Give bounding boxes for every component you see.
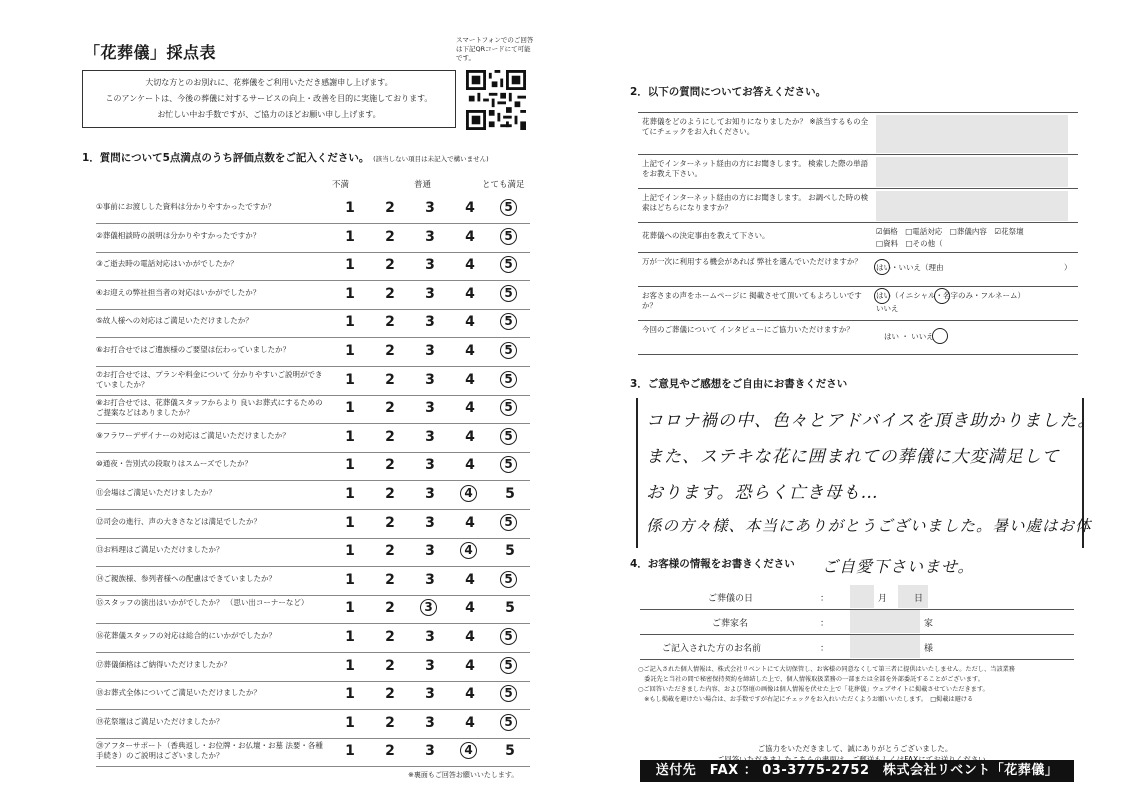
selected-score-option[interactable]: 5 <box>500 657 517 674</box>
scale-label-high: とても満足 <box>482 180 525 190</box>
score-option[interactable]: 3 <box>425 257 435 274</box>
question-row <box>96 251 530 281</box>
privacy-line: ○ご記入された個人情報は、株式会社リベントにて大切保管し、お客様の同意なくして第三者に提供はいたしません。ただし、当該業務 <box>638 666 1015 673</box>
redacted-value <box>850 585 874 608</box>
score-option[interactable]: 4 <box>465 571 475 588</box>
q2-text: 花葬儀をどのようにしてお知りになりましたか？ ※該当するもの全てにチェックをお入れください。 <box>642 117 869 136</box>
q2-text: 上記でインターネット経由の方にお聞きします。 お調べした時の検索はどちらになりますか？ <box>642 193 869 212</box>
info-colon: ： <box>820 619 830 629</box>
score-option[interactable]: 1 <box>345 257 355 274</box>
reuse-close: ） <box>1064 263 1072 272</box>
selected-score-option[interactable]: 5 <box>500 285 517 302</box>
question-row <box>96 509 530 539</box>
section1-title-text: 1．質問について5点満点のうち評価点数をご記入ください。 <box>82 152 370 164</box>
q2-row-source <box>638 113 1078 155</box>
privacy-line: 委託先と当社の間で秘密保持契約を締結した上で、個人情報取扱業務の一部または全部を外部委託することがございます。 <box>638 676 984 683</box>
question-text: ⑪会場はご満足いただけましたか？ <box>96 488 216 497</box>
score-option[interactable]: 3 <box>425 514 435 531</box>
score-option[interactable]: 2 <box>385 657 395 674</box>
selected-score-option[interactable]: 5 <box>500 628 517 645</box>
section2-title: 2．以下の質問についてお答えください。 <box>630 86 827 98</box>
info-tail: 様 <box>924 644 934 654</box>
question-text: ①事前にお渡しした資料は分かりやすかったですか？ <box>96 202 276 211</box>
score-option[interactable]: 2 <box>385 686 395 703</box>
score-option[interactable]: 2 <box>385 629 395 645</box>
selected-score-option[interactable]: 5 <box>500 714 517 731</box>
question-text: ⑬お料理はご満足いただけましたか？ <box>96 545 224 555</box>
q2-text: 今回のご葬儀について インタビューにご協力いただけますか？ <box>642 325 854 334</box>
score-option[interactable]: 4 <box>465 457 475 474</box>
question-row <box>96 680 530 710</box>
question-text: ⑯花葬儀スタッフの対応は総合的にいかがでしたか？ <box>96 631 276 640</box>
score-option[interactable]: 3 <box>425 543 435 560</box>
publish-no[interactable]: いいえ <box>876 304 899 313</box>
score-option[interactable]: 4 <box>465 228 475 245</box>
score-option[interactable]: 3 <box>425 343 435 359</box>
score-option[interactable]: 4 <box>465 629 475 645</box>
score-option[interactable]: 1 <box>345 714 355 731</box>
question-text: ⑮スタッフの演出はいかがでしたか？ （思い出コーナーなど） <box>96 598 309 608</box>
q2-row-reuse <box>638 253 1078 287</box>
score-option[interactable]: 3 <box>425 314 435 331</box>
question-text: ⑧お打合せでは、花葬儀スタッフからより 良いお葬式にするためのご提案などはありましたか？ <box>96 398 323 418</box>
question-text: ⑩通夜・告別式の段取りはスムーズでしたか？ <box>96 459 252 469</box>
score-option[interactable]: 2 <box>385 457 395 474</box>
score-option[interactable]: 1 <box>345 571 355 588</box>
score-option[interactable]: 1 <box>345 343 355 359</box>
info-tail: 家 <box>924 619 934 629</box>
handwriting-line: ご自愛下さいませ。 <box>822 557 975 576</box>
score-option[interactable]: 4 <box>465 371 475 388</box>
score-option[interactable]: 4 <box>465 200 475 216</box>
score-option[interactable]: 1 <box>345 743 355 760</box>
score-option[interactable]: 3 <box>425 285 435 302</box>
redacted-value <box>850 610 920 633</box>
score-option[interactable]: 1 <box>345 686 355 703</box>
smartphone-note: スマートフォンでのご回答は下記QRコードにて可能です。 <box>456 36 534 62</box>
score-option[interactable]: 3 <box>425 371 435 388</box>
score-option[interactable]: 2 <box>385 514 395 531</box>
score-option[interactable]: 4 <box>465 314 475 331</box>
score-option[interactable]: 1 <box>345 314 355 331</box>
redacted-value <box>850 635 920 658</box>
selected-score-option[interactable]: 5 <box>500 685 517 702</box>
score-option[interactable]: 3 <box>425 200 435 216</box>
score-option[interactable]: 1 <box>345 428 355 445</box>
selected-score-option[interactable]: 5 <box>500 199 517 216</box>
score-option[interactable]: 2 <box>385 543 395 560</box>
question-text: ⑰葬儀価格はご納得いただけましたか？ <box>96 659 231 669</box>
score-option[interactable]: 2 <box>385 400 395 417</box>
section1-title <box>82 150 489 165</box>
handwriting-line: また、ステキな花に囲まれての葬儀に大変満足して <box>646 447 1060 467</box>
question-row <box>96 366 530 396</box>
question-text: ⑦お打合せでは、プランや料金について 分かりやすいご説明ができていましたか？ <box>96 369 323 389</box>
qr-code-icon[interactable] <box>466 70 526 130</box>
publish-answer[interactable]: はい（イニシャル・名字のみ・フルネーム） <box>876 291 1026 300</box>
score-option[interactable]: 1 <box>345 285 355 302</box>
selected-score-option[interactable]: 5 <box>500 399 517 416</box>
score-option[interactable]: 3 <box>425 629 435 645</box>
score-option[interactable]: 2 <box>385 714 395 731</box>
question-row <box>96 394 530 424</box>
score-option[interactable]: 3 <box>425 228 435 245</box>
score-option[interactable]: 2 <box>385 228 395 245</box>
score-option[interactable]: 4 <box>465 343 475 359</box>
selected-score-option[interactable]: 5 <box>500 371 517 388</box>
q2-row-reason <box>638 223 1078 253</box>
question-row <box>96 594 530 624</box>
circle-mark-icon <box>932 328 948 344</box>
section2-table <box>638 112 1078 355</box>
score-option[interactable]: 3 <box>425 486 435 502</box>
intro-line: 大切な方とのお別れに、花葬儀をご利用いただき感謝申し上げます。 <box>145 78 393 87</box>
score-option[interactable]: 3 <box>425 400 435 417</box>
score-option[interactable]: 3 <box>425 571 435 588</box>
question-row <box>96 737 530 767</box>
question-row <box>96 537 530 567</box>
info-label: ご記入された方のお名前 <box>662 644 762 654</box>
info-row-date <box>640 585 1074 610</box>
score-option[interactable]: 5 <box>505 486 515 502</box>
handwriting-line: コロナ禍の中、色々とアドバイスを頂き助かりました。 <box>646 411 1096 431</box>
question-text: ④お迎えの弊社担当者の対応はいかがでしたか？ <box>96 287 261 297</box>
question-text: ⑥お打合せではご遺族様のご要望は伝わっていましたか？ <box>96 345 291 354</box>
selected-score-option[interactable]: 5 <box>500 313 517 330</box>
handwriting-line: 係の方々様、本当にありがとうございました。暑い處はお体 <box>646 517 1092 535</box>
info-colon: ： <box>820 644 830 654</box>
score-option[interactable]: 3 <box>425 686 435 703</box>
question-text: ⑳アフターサポート（香典返し・お位牌・お仏壇・お墓 法要・各種手続き）のご説明はございましたか？ <box>96 741 323 761</box>
score-option[interactable]: 1 <box>345 514 355 531</box>
circle-mark-icon <box>934 288 950 304</box>
selected-score-option[interactable]: 5 <box>500 228 517 245</box>
score-option[interactable]: 2 <box>385 743 395 760</box>
question-text: ⑱お葬式全体についてご満足いただけましたか？ <box>96 688 261 698</box>
question-row <box>96 194 530 224</box>
q2-row-search-engine <box>638 189 1078 223</box>
q2-text: 上記でインターネット経由の方にお聞きします。 検索した際の単語をお教え下さい。 <box>642 159 869 178</box>
fax-bar: 送付先 FAX ： 03-3775-2752 株式会社リベント「花葬儀」 <box>640 760 1074 782</box>
score-option[interactable]: 4 <box>465 428 475 445</box>
score-option[interactable]: 1 <box>345 228 355 245</box>
circle-mark-icon <box>874 288 890 304</box>
privacy-notice <box>638 665 1078 705</box>
score-option[interactable]: 2 <box>385 314 395 331</box>
score-option[interactable]: 2 <box>385 200 395 216</box>
q2-text: お客さまの声をホームページに 掲載させて頂いてもよろしいですか？ <box>642 291 862 310</box>
reuse-answer[interactable]: はい・いいえ（理由 <box>876 263 944 272</box>
score-option[interactable]: 1 <box>345 371 355 388</box>
handwriting-line: おります。恐らく亡き母も… <box>646 483 879 503</box>
customer-info-table <box>640 585 1074 660</box>
reason-options-2[interactable]: □資料 □その他（ <box>876 239 943 248</box>
redacted-answer <box>876 191 1068 221</box>
q2-row-interview <box>638 321 1078 355</box>
score-option[interactable]: 4 <box>465 257 475 274</box>
survey-left-page <box>78 30 538 790</box>
score-option[interactable]: 2 <box>385 285 395 302</box>
score-option[interactable]: 1 <box>345 486 355 502</box>
question-row <box>96 480 530 510</box>
scale-label-low: 不満 <box>332 180 350 190</box>
score-option[interactable]: 1 <box>345 200 355 216</box>
question-row <box>96 423 530 453</box>
question-row <box>96 308 530 338</box>
page-title: 「花葬儀」採点表 <box>84 43 217 62</box>
score-option[interactable]: 3 <box>425 657 435 674</box>
info-row-name <box>640 635 1074 660</box>
selected-score-option[interactable]: 3 <box>420 599 437 616</box>
score-option[interactable]: 1 <box>345 657 355 674</box>
score-option[interactable]: 3 <box>425 714 435 731</box>
survey-right-page <box>630 80 1096 790</box>
q2-row-keyword <box>638 155 1078 189</box>
score-option[interactable]: 3 <box>425 428 435 445</box>
score-option[interactable]: 4 <box>465 514 475 531</box>
score-option[interactable]: 1 <box>345 600 355 617</box>
question-row <box>96 566 530 596</box>
score-option[interactable]: 4 <box>465 285 475 302</box>
question-row <box>96 623 530 653</box>
question-text: ②葬儀相談時の説明は分かりやすかったですか？ <box>96 230 261 240</box>
score-option[interactable]: 1 <box>345 543 355 560</box>
selected-score-option[interactable]: 5 <box>500 342 517 359</box>
info-label: ご葬家名 <box>712 619 749 629</box>
score-option[interactable]: 5 <box>505 543 515 560</box>
score-option[interactable]: 1 <box>345 400 355 417</box>
score-option[interactable]: 4 <box>465 657 475 674</box>
question-row <box>96 337 530 367</box>
score-option[interactable]: 4 <box>465 600 475 617</box>
redacted-answer <box>876 115 1068 153</box>
question-row <box>96 652 530 682</box>
privacy-line: ※もし掲載を避けたい場合は、お手数ですが右記にチェックをお入れいただくようお願いいたします。 □掲載は避ける <box>638 696 974 703</box>
selected-score-option[interactable]: 4 <box>460 742 477 759</box>
selected-score-option[interactable]: 5 <box>500 571 517 588</box>
intro-line: このアンケートは、今後の葬儀に対するサービスの向上・改善を目的に実施しております。 <box>105 94 433 103</box>
scale-label-mid: 普通 <box>414 180 432 190</box>
score-option[interactable]: 1 <box>345 629 355 645</box>
section3-title: 3．ご意見やご感想をご自由にお書きください <box>630 378 848 390</box>
info-colon: ： <box>820 594 830 604</box>
score-option[interactable]: 2 <box>385 343 395 359</box>
score-option[interactable]: 2 <box>385 257 395 274</box>
reason-options-1[interactable]: ☑価格 □電話対応 □葬儀内容 ☑花祭壇 <box>876 227 1024 236</box>
question-text: ⑨フラワーデザイナーの対応はご満足いただけましたか？ <box>96 430 290 440</box>
selected-score-option[interactable]: 5 <box>500 456 517 473</box>
q2-text: 万が一次に利用する機会があれば 弊社を選んでいただけますか？ <box>642 257 862 266</box>
selected-score-option[interactable]: 5 <box>500 428 517 445</box>
selected-score-option[interactable]: 5 <box>500 514 517 531</box>
score-option[interactable]: 4 <box>465 686 475 703</box>
section1-note: (該当しない項目は未記入で構いません) <box>373 155 489 163</box>
q2-row-publish <box>638 287 1078 321</box>
info-label: ご葬儀の日 <box>708 594 754 604</box>
question-text: ⑭ご親族様、参列者様への配慮はできていましたか？ <box>96 573 276 583</box>
score-option[interactable]: 4 <box>465 714 475 731</box>
score-option[interactable]: 2 <box>385 486 395 502</box>
score-option[interactable]: 4 <box>465 400 475 417</box>
score-option[interactable]: 1 <box>345 457 355 474</box>
selected-score-option[interactable]: 4 <box>460 485 477 502</box>
question-row <box>96 223 530 253</box>
section4-title: 4．お客様の情報をお書きください <box>630 558 795 570</box>
q2-text: 花葬儀への決定事由を教えて下さい。 <box>642 231 770 240</box>
score-option[interactable]: 5 <box>505 743 515 760</box>
redacted-answer <box>876 157 1068 187</box>
intro-box <box>82 70 456 128</box>
score-option[interactable]: 2 <box>385 371 395 388</box>
question-row <box>96 451 530 481</box>
question-text: ⑲花祭壇はご満足いただけましたか？ <box>96 716 224 726</box>
score-option[interactable]: 3 <box>425 457 435 474</box>
back-note: ※裏面もご回答お願いいたします。 <box>408 771 519 779</box>
selected-score-option[interactable]: 5 <box>500 256 517 273</box>
comment-box <box>636 398 1096 548</box>
circle-mark-icon <box>874 259 890 275</box>
interview-answer[interactable]: はい ・ いいえ <box>884 332 934 341</box>
info-row-family <box>640 610 1074 635</box>
question-text: ⑤故人様への対応はご満足いただけましたか？ <box>96 316 253 326</box>
question-row <box>96 280 530 310</box>
question-text: ③ご逝去時の電話対応はいかがでしたか？ <box>96 259 238 269</box>
selected-score-option[interactable]: 4 <box>460 542 477 559</box>
score-option[interactable]: 3 <box>425 743 435 760</box>
info-tail: 月 日 <box>878 594 924 604</box>
score-option[interactable]: 2 <box>385 600 395 617</box>
thanks-line: ご協力をいただきまして、誠にありがとうございました。 <box>757 744 953 753</box>
privacy-line: ○ご回答いただきました内容、および祭壇の画像は個人情報を伏せた上で「花葬儀」ウェブサイトに掲載させていただきます。 <box>638 686 989 693</box>
score-option[interactable]: 5 <box>505 600 515 617</box>
question-row <box>96 709 530 739</box>
score-option[interactable]: 2 <box>385 571 395 588</box>
score-option[interactable]: 2 <box>385 428 395 445</box>
intro-line: お忙しい中お手数ですが、ご協力のほどお願い申し上げます。 <box>157 110 381 119</box>
question-text: ⑫司会の進行、声の大きさなどは満足でしたか？ <box>96 516 261 526</box>
